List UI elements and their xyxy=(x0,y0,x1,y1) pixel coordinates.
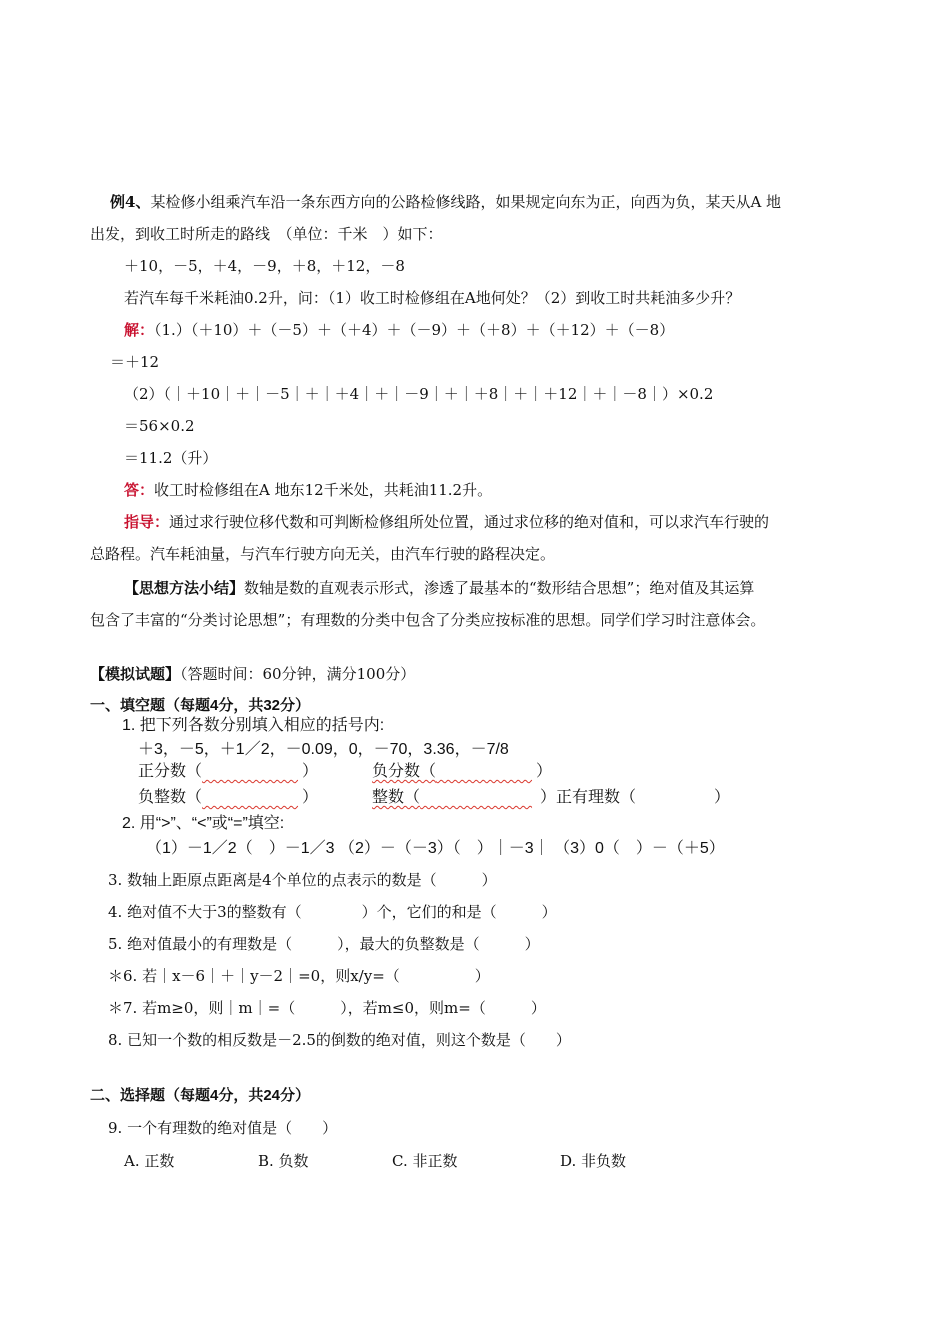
example4-data: ＋10，－5，＋4，－9，＋8，＋12，－8 xyxy=(124,257,405,275)
answer-line xyxy=(124,480,492,500)
guide-text-1: 通过求行驶位移代数和可判断检修组所处位置，通过求位移的绝对值和，可以求汽车行驶的 xyxy=(169,513,770,531)
solution-part2-step: ＝56×0.2 xyxy=(124,417,195,435)
answer-label: 答： xyxy=(124,481,155,499)
q9-option-b[interactable]: B. 负数 xyxy=(258,1152,309,1170)
solution-part1: （1.）（＋10）＋（－5）＋（＋4）＋（－9）＋（＋8）＋（＋12）＋（－8） xyxy=(154,321,675,339)
q1-negative-integers xyxy=(138,788,318,808)
summary-text-1: 数轴是数的直观表示形式，渗透了最基本的“数形结合思想”；绝对值及其运算 xyxy=(244,579,755,597)
q4: 4. 绝对值不大于3的整数有（ ）个，它们的和是（ ） xyxy=(108,903,557,921)
q1-integers xyxy=(372,788,556,808)
mock-test-header xyxy=(90,664,415,684)
solution-part2-result: ＝11.2（升） xyxy=(124,449,218,467)
section1-title: 一、填空题（每题4分，共32分） xyxy=(90,697,311,714)
q1-int-blank[interactable] xyxy=(420,788,540,808)
q9: 9. 一个有理数的绝对值是（ ） xyxy=(108,1119,338,1137)
solution-part1-result: ＝＋12 xyxy=(110,353,160,371)
q1-int-label: 整数（ xyxy=(372,789,421,806)
summary-label: 【思想方法小结】 xyxy=(124,579,245,597)
q9-option-d[interactable]: D. 非负数 xyxy=(560,1152,627,1170)
guide-line1 xyxy=(124,512,769,532)
solution-part2: （2）（｜＋10｜＋｜－5｜＋｜＋4｜＋｜－9｜＋｜＋8｜＋｜＋12｜＋｜－8｜）×0.2 xyxy=(124,385,714,403)
summary-line2: 包含了丰富的“分类讨论思想”；有理数的分类中包含了分类应按标准的思想。同学们学习时注意体会。 xyxy=(90,611,766,629)
q1-positive-fractions xyxy=(138,762,318,782)
example4-label: 例4、 xyxy=(110,193,151,211)
mock-test-title: 【模拟试题】 xyxy=(90,665,181,683)
q9-option-c[interactable]: C. 非正数 xyxy=(392,1152,458,1170)
section2-title: 二、选择题（每题4分，共24分） xyxy=(90,1087,311,1104)
solution-line1 xyxy=(124,320,674,340)
q9-option-a[interactable]: A. 正数 xyxy=(124,1152,175,1170)
q1-negative-fractions xyxy=(372,762,552,782)
q1-negint-blank[interactable] xyxy=(202,788,302,808)
summary-line1 xyxy=(124,578,754,598)
q1-title: 1. 把下列各数分别填入相应的括号内: xyxy=(122,717,385,734)
q1-neg-close: ） xyxy=(536,763,553,780)
q3: 3. 数轴上距原点距离是4个单位的点表示的数是（ ） xyxy=(108,871,497,889)
guide-label: 指导： xyxy=(124,513,170,531)
q1-pos-label: 正分数（ xyxy=(138,763,203,780)
example4-text-1: 某检修小组乘汽车沿一条东西方向的公路检修线路，如果规定向东为正，向西为负，某天从A 地 xyxy=(150,193,782,211)
q1-neg-blank[interactable] xyxy=(436,762,536,782)
q1-posrat-label: 正有理数（ xyxy=(556,789,637,806)
q2-title: 2. 用“>”、“<”或“=”填空: xyxy=(122,815,285,832)
example4-line2: 出发，到收工时所走的路线 （单位：千米 ）如下： xyxy=(90,225,443,243)
q1-numbers: ＋3，－5，＋1／2，－0.09，0，－70，3.36，－7/8 xyxy=(138,741,509,758)
q1-posrat-close: ） xyxy=(714,789,731,806)
answer-text: 收工时检修组在A 地东12千米处，共耗油11.2升。 xyxy=(154,481,493,499)
q7: ＊7. 若m≥0，则｜m｜=（ ），若m≤0，则m=（ ） xyxy=(108,999,546,1017)
example4-question: 若汽车每千米耗油0.2升，问：（1）收工时检修组在A地何处？（2）到收工时共耗油多少升？ xyxy=(124,289,741,307)
example4-line1 xyxy=(110,192,781,212)
q6: ＊6. 若｜x－6｜＋｜y－2｜=0，则x/y=（ ） xyxy=(108,967,490,985)
q1-neg-label: 负分数（ xyxy=(372,763,437,780)
q1-pos-blank[interactable] xyxy=(202,762,302,782)
q1-int-close: ） xyxy=(540,789,557,806)
q8: 8. 已知一个数的相反数是－2.5的倒数的绝对值，则这个数是（ ） xyxy=(108,1031,571,1049)
q1-pos-close: ） xyxy=(302,763,319,780)
q1-negint-label: 负整数（ xyxy=(138,789,203,806)
q2-body: （1）－1／2（ ）－1／3 （2）－（－3）（ ）｜－3｜ （3）0（ ）－（＋5） xyxy=(146,840,725,857)
solution-label: 解： xyxy=(124,321,155,339)
mock-test-info: （答题时间：60分钟，满分100分） xyxy=(180,665,416,683)
q1-negint-close: ） xyxy=(302,789,319,806)
guide-line2: 总路程。汽车耗油量，与汽车行驶方向无关，由汽车行驶的路程决定。 xyxy=(90,545,556,563)
q1-positive-rationals xyxy=(556,788,730,808)
q5: 5. 绝对值最小的有理数是（ ），最大的负整数是（ ） xyxy=(108,935,540,953)
